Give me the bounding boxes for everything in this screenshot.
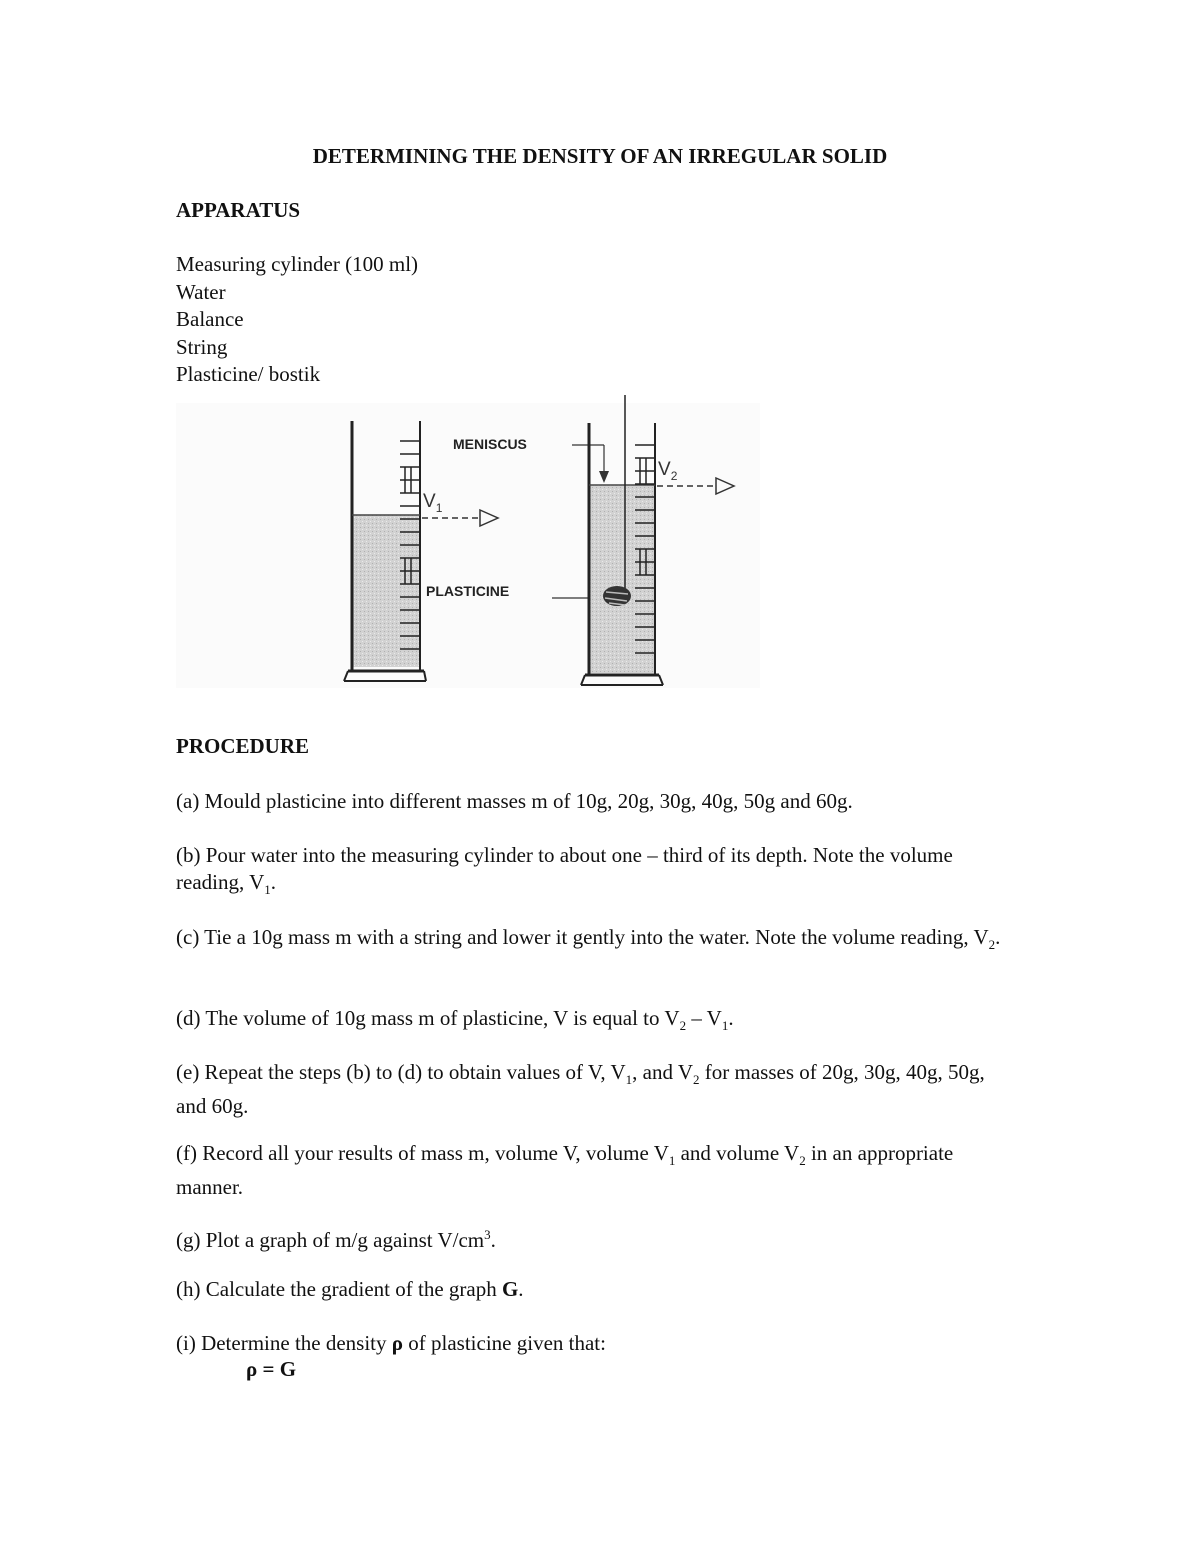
apparatus-item: String (176, 334, 228, 359)
procedure-step-h: (h) Calculate the gradient of the graph G. (176, 1277, 524, 1301)
meniscus-label: MENISCUS (453, 436, 527, 452)
apparatus-item: Balance (176, 307, 244, 331)
apparatus-heading: APPARATUS (176, 198, 301, 222)
procedure-step-c: (c) Tie a 10g mass m with a string and lower it gently into the water. Note the volume reading, $V_2$. (176, 925, 1001, 953)
v1-label: $V_1$ (423, 491, 443, 515)
procedure-step-e: (e) Repeat the steps (b) to (d) to obtain values of V, $V_1$, and $V_2$ for masses of 20g, 30g, 40g, 50g, and 60g. (176, 1060, 985, 1119)
procedure-step-b: (b) Pour water into the measuring cylinder to about one – third of its depth. Note the volume reading, $V_1$. (176, 843, 953, 898)
plasticine-lump (603, 586, 631, 606)
apparatus-item: Water (176, 279, 226, 304)
apparatus-list (176, 252, 418, 390)
page-title: DETERMINING THE DENSITY OF AN IRREGULAR SOLID (312, 144, 888, 168)
procedure-step-g: (g) Plot a graph of m/g against $V/cm^3$. (176, 1227, 496, 1252)
measuring-cylinder-diagram (176, 383, 760, 688)
procedure-heading: PROCEDURE (176, 734, 310, 758)
procedure-step-f: (f) Record all your results of mass m, volume V, volume $V_1$ and volume $V_2$ in an appropriate manner. (176, 1141, 954, 1200)
density-formula: ρ = G (246, 1357, 297, 1381)
v2-label: $V_2$ (658, 459, 678, 483)
plasticine-label: PLASTICINE (426, 583, 510, 599)
procedure-step-d: (d) The volume of 10g mass m of plasticine, V is equal to $V_2 - V_1$. (176, 1006, 734, 1034)
apparatus-item: Plasticine/ bostik (176, 362, 321, 386)
procedure-step-i: (i) Determine the density ρ of plasticine given that: (176, 1331, 606, 1355)
procedure-step-a: (a) Mould plasticine into different masses m of 10g, 20g, 30g, 40g, 50g and 60g. (176, 789, 853, 813)
apparatus-item: Measuring cylinder (100 ml) (176, 252, 419, 276)
